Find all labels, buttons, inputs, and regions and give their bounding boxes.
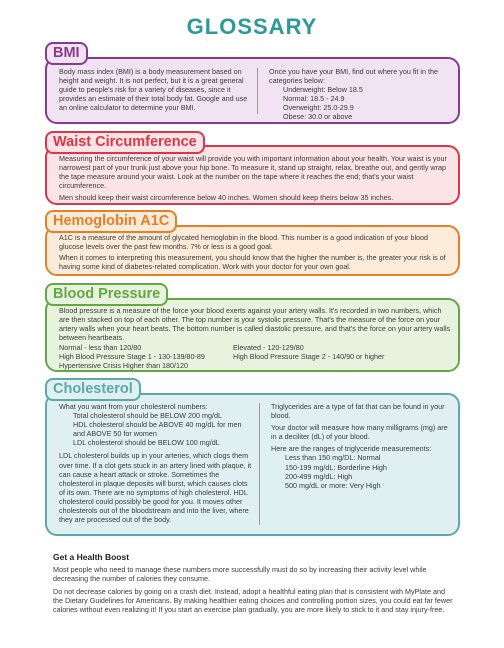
bp-stage1: High Blood Pressure Stage 1 - 130-139/80-89	[59, 352, 205, 362]
hemoglobin-heading: Hemoglobin A1C	[45, 210, 177, 233]
health-boost-para-1: Most people who need to manage these numbers more successfully must do so by increasing their activity level while decreasing the number of calories they consume.	[53, 565, 427, 584]
triglyceride-range: 150-199 mg/dL: Borderline High	[285, 462, 387, 472]
cholesterol-intro: What you want from your cholesterol numbers:	[59, 402, 208, 411]
divider	[257, 68, 258, 114]
bp-normal: Normal - less than 120/80	[59, 343, 142, 352]
bmi-category: Overweight: 25.0-29.9	[283, 103, 354, 113]
triglycerides-measure: Your doctor will measure how many milligrams (mg) are in a deciliter (dL) of your blood.	[271, 423, 448, 442]
page-title: GLOSSARY	[186, 14, 318, 39]
hemoglobin-interpretation: When it comes to interpreting this measurement, you should know that the higher the number is, the greater your risk is of having some kind of diabetes-related complication. Work with your doctor for your own goal.	[59, 253, 446, 272]
waist-guideline: Men should keep their waist circumference below 40 inches. Women should keep theirs below 35 inches.	[59, 193, 394, 203]
triglyceride-range: 500 mg/dL or more: Very High	[285, 480, 381, 490]
cholesterol-box	[45, 393, 460, 536]
blood-pressure-box	[45, 298, 460, 372]
bmi-category: Underweight: Below 18.5	[283, 85, 363, 95]
bmi-description: Body mass index (BMI) is a body measurement based on height and weight. It is not perfect, but it is a great general guide to people's risk for a variety of diseases, since it provides an estimate of their total body fat. Google and use an online calculator to determine your BMI.	[59, 67, 248, 113]
bp-stage2: High Blood Pressure Stage 2 - 140/90 or higher	[233, 352, 385, 362]
cholesterol-target: LDL cholesterol should be BELOW 100 mg/dL	[73, 438, 220, 448]
bmi-heading: BMI	[45, 42, 88, 65]
cholesterol-target: HDL cholesterol should be ABOVE 40 mg/dL for men and ABOVE 50 for women	[73, 420, 242, 439]
blood-pressure-description: Blood pressure is a measure of the force your blood exerts against your artery walls. It's recorded in two numbers, which are then stacked on top of each other. The top number is your systolic pressure. That's the measure of the force on your artery walls when your heart beats. The bottom number is called diastolic pressure, and that's the force on your artery walls between heartbeats.	[59, 306, 451, 343]
triglyceride-range: 200-499 mg/dL: High	[285, 471, 353, 481]
triglyceride-range: Less than 150 mg/DL: Normal	[285, 453, 381, 463]
health-boost-para-2: Do not decrease calories by going on a crash diet. Instead, adopt a healthful eating plan that is consistent with MyPlate and the Dietary Guidelines for Americans. By making healthier eating choices and controlling portion sizes, you could eat far fewer calories without even realizing it! If you start an exercise plan gradually, you are more likely to stick to it and stay injury-free.	[53, 587, 453, 615]
divider	[259, 403, 260, 525]
bmi-category: Obese: 30.0 or above	[283, 112, 353, 122]
bmi-category: Normal: 18.5 - 24.9	[283, 94, 345, 104]
waist-box	[45, 145, 460, 205]
blood-pressure-heading: Blood Pressure	[45, 283, 168, 306]
cholesterol-target: Total cholesterol should be BELOW 200 mg/dL	[73, 411, 223, 421]
hemoglobin-description: A1C is a measure of the amount of glycated hemoglobin in the blood. This number is a good indication of your blood glucose levels over the past few months. 7% or less is a good goal.	[59, 233, 429, 252]
bp-crisis: Hypertensive Crisis Higher than 180/120	[59, 361, 189, 371]
waist-description: Measuring the circumference of your waist will provide you with important information about your health. Your waist is your narrowest part of your trunk just above your hip bone. To measure it, stand up straight, relax, breathe out, and gently wrap the tape measure around your waist. Look at the number on the tape where it reaches the end; that's your waist circumference.	[59, 154, 447, 191]
bp-elevated: Elevated - 120-129/80	[233, 343, 304, 352]
bmi-box	[45, 57, 460, 124]
waist-heading: Waist Circumference	[45, 131, 205, 154]
health-boost-heading: Get a Health Boost	[53, 552, 130, 562]
bmi-categories-intro: Once you have your BMI, find out where you fit in the categories below:	[269, 67, 438, 86]
triglycerides-ranges-intro: Here are the ranges of triglyceride measurements:	[271, 444, 432, 454]
triglycerides-intro: Triglycerides are a type of fat that can be found in your blood.	[271, 402, 445, 421]
cholesterol-ldl-hdl: LDL cholesterol builds up in your arteries, which clogs them over time. If a clot gets stuck in an artery lined with plaque, it can cause a heart attack or stroke. Sometimes the cholesterol in plaque deposits will burst, which causes clots of its own. There are no symptoms of high cholesterol. HDL cholesterol could possibly be good for you. It moves other cholesterols out of the bloodstream and into the liver, where they are processed out of the body.	[59, 451, 252, 525]
cholesterol-heading: Cholesterol	[45, 378, 141, 401]
health-boost-section	[53, 553, 453, 615]
